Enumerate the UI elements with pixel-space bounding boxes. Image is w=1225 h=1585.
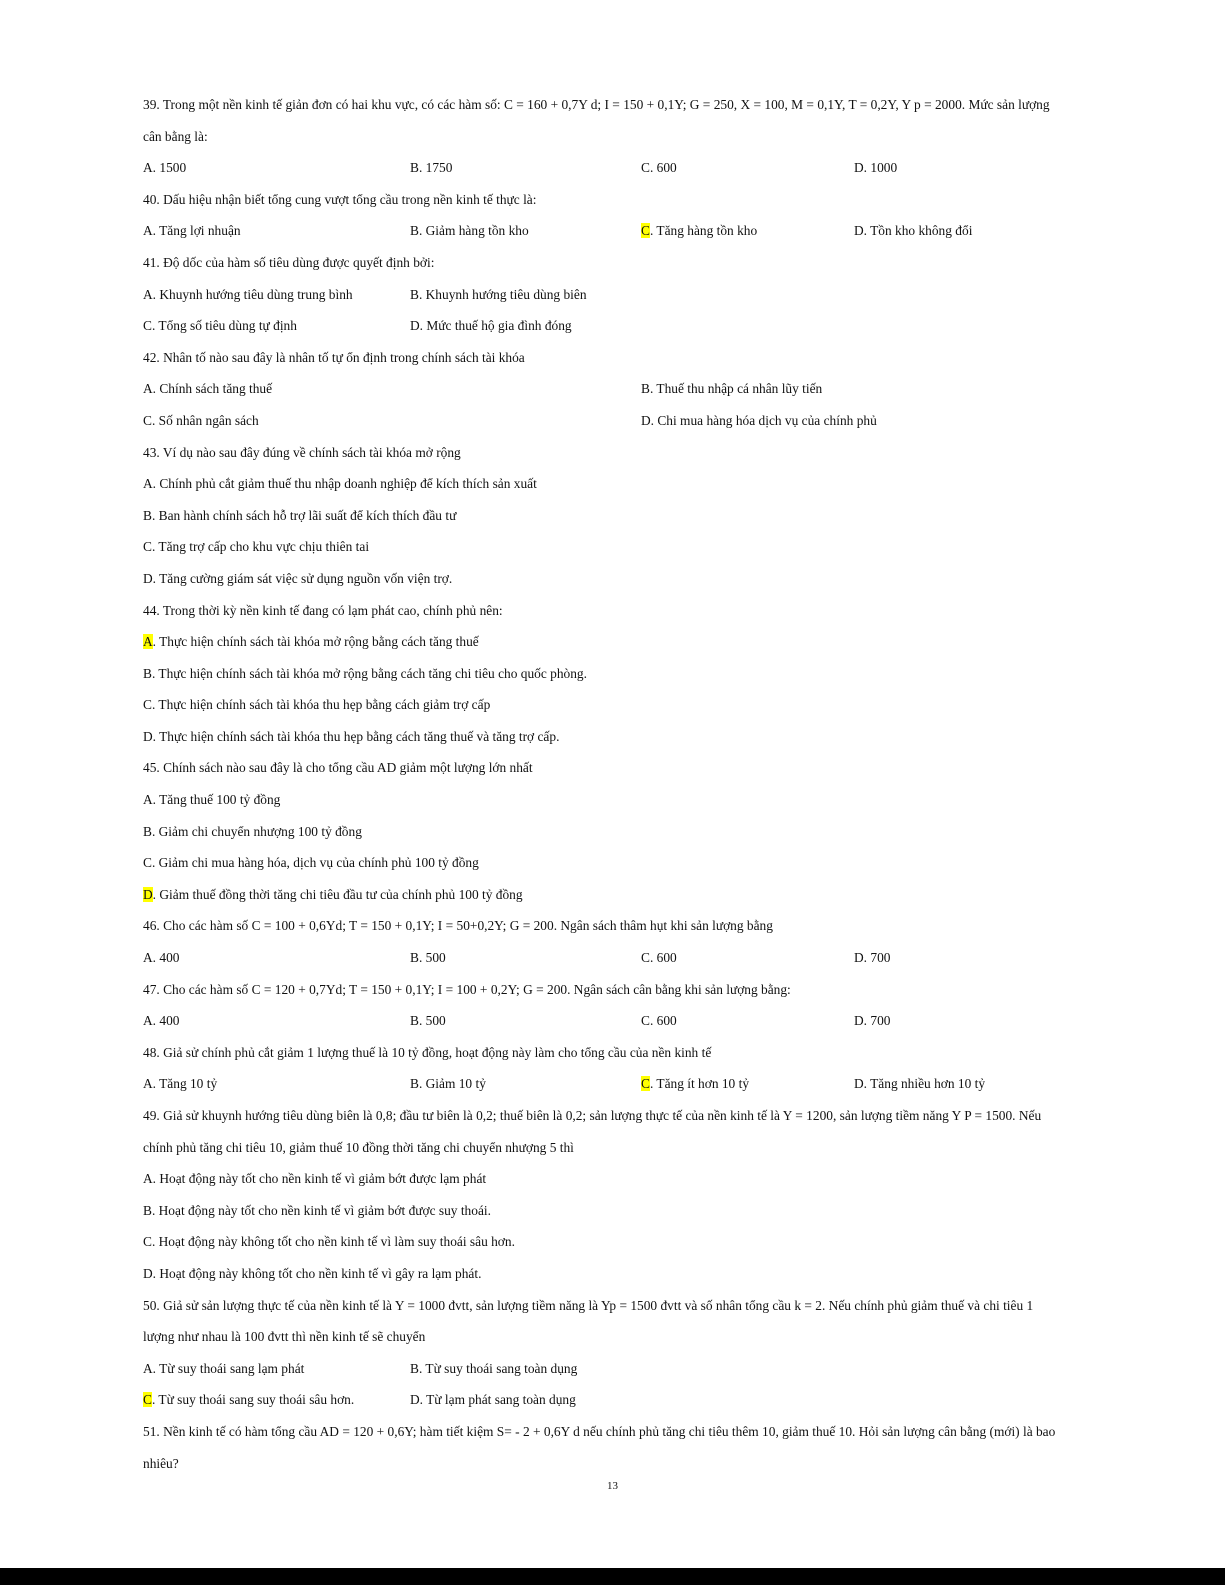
option-text: . 500 <box>418 950 446 966</box>
answer-option <box>143 504 1093 536</box>
option-text: . Chi mua hàng hóa dịch vụ của chính phủ <box>650 412 877 428</box>
option-text: . Ban hành chính sách hỗ trợ lãi suất để kích thích đầu tư <box>151 507 457 523</box>
option-text: . 1750 <box>418 160 453 176</box>
answer-option <box>143 883 1093 915</box>
option-text: . Giảm thuế đồng thời tăng chi tiêu đầu tư của chính phủ 100 tỷ đồng <box>152 886 523 902</box>
answer-option <box>410 283 587 307</box>
answer-option <box>143 630 1093 662</box>
options-row <box>143 1357 1093 1389</box>
option-key: C <box>641 223 650 239</box>
question-stem-continued: chính phủ tăng chi tiêu 10, giảm thuế 10 đồng thời tăng chi chuyển nhượng 5 thì <box>143 1139 574 1155</box>
question-q50 <box>143 1294 1093 1420</box>
page-number: 13 <box>607 1480 618 1492</box>
option-text: . Tồn kho không đổi <box>863 223 973 239</box>
option-key: C <box>641 1076 650 1092</box>
option-key: D <box>143 1265 153 1281</box>
option-text: . Hoạt động này không tốt cho nền kinh tế vì làm suy thoái sâu hơn. <box>151 1234 515 1250</box>
option-key: A <box>143 1360 153 1376</box>
option-key: B <box>410 1360 419 1376</box>
option-text: . Chính phủ cắt giảm thuế thu nhập doanh nghiệp để kích thích sản xuất <box>152 476 537 492</box>
question-stem: 51. Nền kinh tế có hàm tổng cầu AD = 120 + 0,6Y; hàm tiết kiệm S= - 2 + 0,6Y d nếu chính phủ tăng chi tiêu thêm 10, giảm thuế 10. Hỏi sản lượng cân bằng (mới) là bao <box>143 1423 1056 1439</box>
answer-option <box>143 377 272 401</box>
answer-option <box>854 1009 890 1033</box>
option-text: . Tăng thuế 100 tỷ đồng <box>152 792 281 808</box>
option-key: D <box>854 1076 864 1092</box>
answer-option <box>410 1009 446 1033</box>
option-text: . Hoạt động này tốt cho nền kinh tế vì giảm bớt được lạm phát <box>152 1171 487 1187</box>
answer-option <box>143 409 259 433</box>
option-key: C <box>143 412 152 428</box>
option-key: D <box>143 570 153 586</box>
answer-option <box>641 409 877 433</box>
option-text: . Từ suy thoái sang lạm phát <box>152 1360 305 1376</box>
answer-option <box>143 1262 1093 1294</box>
question-stem-continued: cân bằng là: <box>143 128 208 144</box>
answer-option <box>641 219 757 243</box>
answer-option <box>143 219 241 243</box>
option-text: . 600 <box>649 160 677 176</box>
option-key: A <box>143 223 153 239</box>
option-key: C <box>143 318 152 334</box>
question-q40 <box>143 188 1093 251</box>
option-text: . 600 <box>649 950 677 966</box>
options-row <box>143 946 1093 978</box>
option-text: . Tăng trợ cấp cho khu vực chịu thiên tai <box>151 539 370 555</box>
answer-option <box>641 1072 749 1096</box>
option-text: . 400 <box>152 950 180 966</box>
option-key: D <box>410 318 420 334</box>
option-text: . Mức thuế hộ gia đình đóng <box>419 318 572 334</box>
question-stem: 40. Dấu hiệu nhận biết tổng cung vượt tổng cầu trong nền kinh tế thực là: <box>143 191 537 207</box>
answer-option <box>143 314 297 338</box>
option-text: . Thực hiện chính sách tài khóa mở rộng bằng cách tăng chi tiêu cho quốc phòng. <box>151 665 587 681</box>
option-text: . Giảm hàng tồn kho <box>418 223 529 239</box>
option-key: A <box>143 160 153 176</box>
option-key: D <box>854 160 864 176</box>
option-key: A <box>143 792 153 808</box>
option-text: . Thực hiện chính sách tài khóa mở rộng bằng cách tăng thuế <box>152 634 479 650</box>
question-stem-continued: lượng như nhau là 100 đvtt thì nền kinh tế sẽ chuyển <box>143 1329 426 1345</box>
question-q39 <box>143 93 1093 188</box>
option-key: B <box>410 286 419 302</box>
options-row <box>143 219 1093 251</box>
answer-option <box>641 1009 677 1033</box>
option-key: C <box>143 1234 152 1250</box>
option-text: . Thuế thu nhập cá nhân lũy tiến <box>649 381 823 397</box>
option-text: . 700 <box>863 1013 891 1029</box>
option-key: A <box>143 950 153 966</box>
option-key: B <box>143 665 152 681</box>
answer-option <box>641 377 822 401</box>
answer-option <box>143 567 1093 599</box>
question-stem: 44. Trong thời kỳ nền kinh tế đang có lạm phát cao, chính phủ nên: <box>143 602 503 618</box>
options-row <box>143 1009 1093 1041</box>
question-stem: 43. Ví dụ nào sau đây đúng về chính sách tài khóa mở rộng <box>143 444 461 460</box>
option-text: . 600 <box>649 1013 677 1029</box>
answer-option <box>143 662 1093 694</box>
answer-option <box>143 725 1093 757</box>
option-key: A <box>143 286 153 302</box>
question-q49 <box>143 1104 1093 1294</box>
option-text: . Giảm chi mua hàng hóa, dịch vụ của chính phủ 100 tỷ đồng <box>151 855 479 871</box>
question-stem: 39. Trong một nền kinh tế giản đơn có hai khu vực, có các hàm số: C = 160 + 0,7Y d; I = 150 + 0,1Y; G = 250, X = 100, M = 0,1Y, T = 0,2Y, Y p = 2000. Mức sản lượng <box>143 97 1050 112</box>
option-text: . Số nhân ngân sách <box>151 412 259 428</box>
options-row <box>143 314 1093 346</box>
option-text: . 400 <box>152 1013 180 1029</box>
option-text: . Tăng hàng tồn kho <box>649 223 758 239</box>
answer-option <box>143 1072 217 1096</box>
answer-option <box>143 156 186 180</box>
options-row <box>143 283 1093 315</box>
question-list <box>143 93 1093 1483</box>
option-text: . Chính sách tăng thuế <box>152 381 273 397</box>
option-text: . Giảm 10 tỷ <box>418 1076 486 1092</box>
answer-option <box>641 156 677 180</box>
answer-option <box>143 820 1093 852</box>
question-q45 <box>143 756 1093 914</box>
option-text: . Thực hiện chính sách tài khóa thu hẹp bằng cách giảm trợ cấp <box>151 697 491 713</box>
option-key: B <box>143 823 152 839</box>
options-row <box>143 377 1093 409</box>
option-key: B <box>410 950 419 966</box>
option-text: . 500 <box>418 1013 446 1029</box>
option-text: . Tăng cường giám sát việc sử dụng nguồn vốn viện trợ. <box>152 570 453 586</box>
option-key: A <box>143 1076 153 1092</box>
option-key: B <box>143 1202 152 1218</box>
bottom-edge-bar <box>0 1568 1225 1585</box>
option-text: . Từ lạm phát sang toàn dụng <box>419 1392 576 1408</box>
question-stem-continued: nhiêu? <box>143 1455 179 1471</box>
answer-option <box>143 1167 1093 1199</box>
question-stem: 42. Nhân tố nào sau đây là nhân tố tự ổn định trong chính sách tài khóa <box>143 349 525 365</box>
answer-option <box>143 788 1093 820</box>
answer-option <box>410 156 452 180</box>
options-row <box>143 409 1093 441</box>
question-q46 <box>143 914 1093 977</box>
question-stem: 45. Chính sách nào sau đây là cho tổng cầu AD giảm một lượng lớn nhất <box>143 760 533 776</box>
question-q48 <box>143 1041 1093 1104</box>
answer-option <box>410 219 529 243</box>
option-key: C <box>641 160 650 176</box>
question-stem: 48. Giả sử chính phủ cắt giảm 1 lượng thuế là 10 tỷ đồng, hoạt động này làm cho tổng cầu của nền kinh tế <box>143 1044 712 1060</box>
option-key: D <box>854 1013 864 1029</box>
option-key: C <box>143 855 152 871</box>
option-text: . Tăng ít hơn 10 tỷ <box>649 1076 750 1092</box>
answer-option <box>410 1388 576 1412</box>
option-key: D <box>854 223 864 239</box>
option-key: B <box>410 1076 419 1092</box>
option-key: B <box>143 507 152 523</box>
answer-option <box>854 219 972 243</box>
answer-option <box>143 1357 304 1381</box>
option-key: B <box>410 1013 419 1029</box>
question-stem: 47. Cho các hàm số C = 120 + 0,7Yd; T = 150 + 0,1Y; I = 100 + 0,2Y; G = 200. Ngân sách cân bằng khi sản lượng bằng: <box>143 981 791 997</box>
option-text: . Từ suy thoái sang toàn dụng <box>418 1360 578 1376</box>
option-key: A <box>143 1013 153 1029</box>
option-text: . 1000 <box>863 160 898 176</box>
answer-option <box>143 1009 179 1033</box>
option-key: B <box>641 381 650 397</box>
answer-option <box>143 283 353 307</box>
option-text: . Khuynh hướng tiêu dùng trung bình <box>152 286 353 302</box>
options-row <box>143 1072 1093 1104</box>
question-stem: 49. Giả sử khuynh hướng tiêu dùng biên là 0,8; đầu tư biên là 0,2; thuế biên là 0,2; sản lượng thực tế của nền kinh tế là Y = 1200, sản lượng tiềm năng Y P = 1500. Nếu <box>143 1108 1042 1123</box>
question-q47 <box>143 978 1093 1041</box>
option-key: C <box>143 1392 152 1408</box>
option-key: B <box>410 160 419 176</box>
option-text: . Hoạt động này không tốt cho nền kinh tế vì gây ra lạm phát. <box>152 1265 482 1281</box>
option-text: . Từ suy thoái sang suy thoái sâu hơn. <box>151 1392 355 1408</box>
answer-option <box>410 1357 577 1381</box>
option-key: C <box>143 697 152 713</box>
answer-option <box>143 851 1093 883</box>
question-q43 <box>143 441 1093 599</box>
question-q41 <box>143 251 1093 346</box>
option-key: D <box>854 950 864 966</box>
answer-option <box>854 946 890 970</box>
option-text: . Tăng lợi nhuận <box>152 223 241 239</box>
option-key: C <box>143 539 152 555</box>
answer-option <box>143 472 1093 504</box>
answer-option <box>410 314 572 338</box>
answer-option <box>143 1230 1093 1262</box>
answer-option <box>143 693 1093 725</box>
option-key: A <box>143 381 153 397</box>
question-q42 <box>143 346 1093 441</box>
question-stem: 46. Cho các hàm số C = 100 + 0,6Yd; T = 150 + 0,1Y; I = 50+0,2Y; G = 200. Ngân sách thâm hụt khi sản lượng bằng <box>143 918 773 934</box>
answer-option <box>854 1072 985 1096</box>
answer-option <box>410 946 446 970</box>
answer-option <box>854 156 897 180</box>
answer-option <box>143 1388 354 1412</box>
answer-option <box>143 946 179 970</box>
option-key: D <box>143 728 153 744</box>
question-q51 <box>143 1420 1093 1483</box>
question-stem: 41. Độ dốc của hàm số tiêu dùng được quyết định bởi: <box>143 254 435 270</box>
answer-option <box>641 946 677 970</box>
option-text: . 700 <box>863 950 891 966</box>
option-text: . Tăng 10 tỷ <box>152 1076 218 1092</box>
option-key: A <box>143 476 153 492</box>
options-row <box>143 156 1093 188</box>
option-text: . Tăng nhiều hơn 10 tỷ <box>863 1076 986 1092</box>
option-text: . Hoạt động này tốt cho nền kinh tế vì giảm bớt được suy thoái. <box>151 1202 491 1218</box>
options-row <box>143 1388 1093 1420</box>
option-key: D <box>410 1392 420 1408</box>
option-key: D <box>641 412 651 428</box>
option-key: C <box>641 950 650 966</box>
option-key: C <box>641 1013 650 1029</box>
option-text: . 1500 <box>152 160 187 176</box>
option-key: A <box>143 634 153 650</box>
option-key: B <box>410 223 419 239</box>
option-text: . Tổng số tiêu dùng tự định <box>151 318 297 334</box>
option-text: . Giảm chi chuyển nhượng 100 tỷ đồng <box>151 823 362 839</box>
answer-option <box>143 535 1093 567</box>
question-q44 <box>143 599 1093 757</box>
option-key: A <box>143 1171 153 1187</box>
option-key: D <box>143 886 153 902</box>
answer-option <box>410 1072 486 1096</box>
option-text: . Thực hiện chính sách tài khóa thu hẹp bằng cách tăng thuế và tăng trợ cấp. <box>152 728 560 744</box>
option-text: . Khuynh hướng tiêu dùng biên <box>418 286 587 302</box>
answer-option <box>143 1199 1093 1231</box>
question-stem: 50. Giả sử sản lượng thực tế của nền kinh tế là Y = 1000 đvtt, sản lượng tiềm năng là Yp = 1500 đvtt và số nhân tổng cầu k = 2. Nếu chính phủ giảm thuế và chi tiêu 1 <box>143 1297 1034 1313</box>
